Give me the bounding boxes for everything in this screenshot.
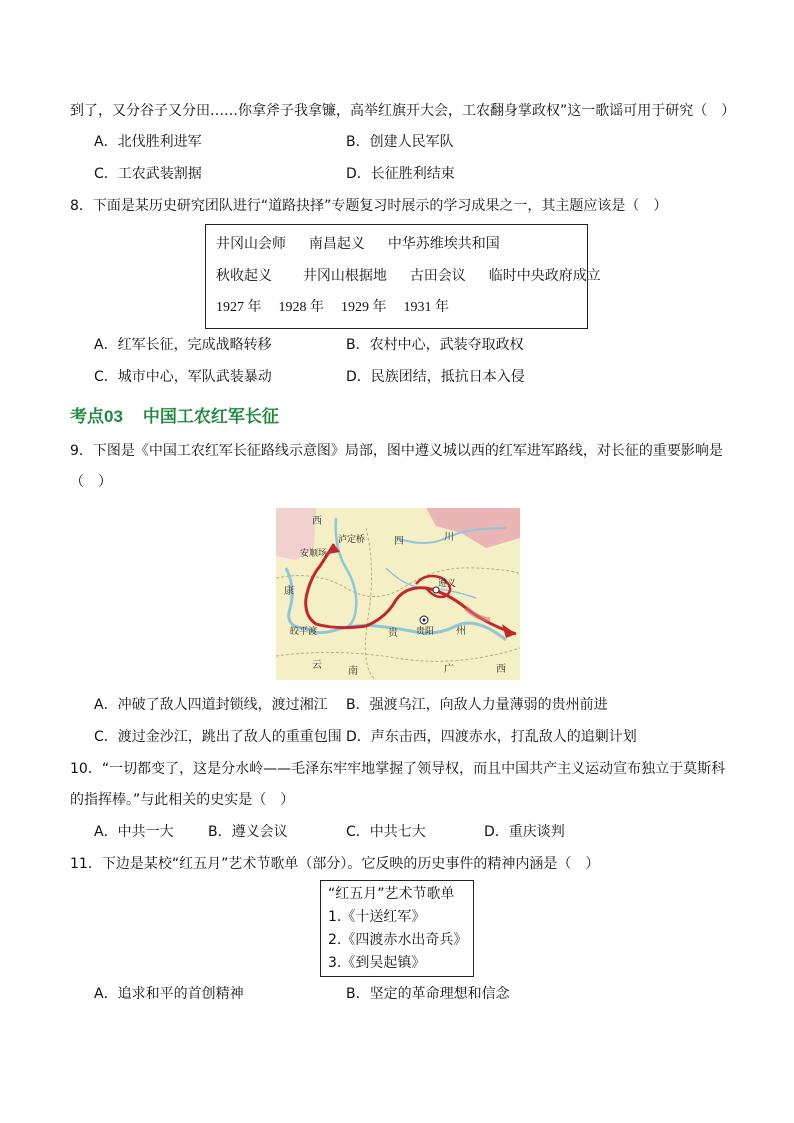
q8-box-year: 1929 年 — [341, 300, 387, 315]
map-city-marker — [423, 619, 426, 622]
q8-box-item: 临时中央政府成立 — [488, 268, 601, 284]
map-label: 西 — [312, 516, 322, 527]
q9-option-c: C．渡过金沙江，跳出了敌人的重重包围 — [94, 729, 342, 745]
map-label: 贵阳 — [416, 627, 435, 637]
q11-song-item: 1.《十送红军》 — [328, 909, 426, 925]
map-label: 康 — [284, 586, 294, 597]
q8-box-item: 古田会议 — [409, 268, 466, 284]
q8-stem: 8．下面是某历史研究团队进行“道路抉择”专题复习时展示的学习成果之一，其主题应该是（ ） — [70, 198, 668, 214]
q7-option-c: C．工农武装割据 — [94, 166, 202, 182]
section-title: 中国工农红军长征 — [142, 407, 279, 427]
q9-option-b: B．强渡乌江，向敌人力量薄弱的贵州前进 — [346, 697, 608, 713]
q11-option-b: B．坚定的革命理想和信念 — [346, 986, 510, 1002]
q8-option-c: C．城市中心，军队武装暴动 — [94, 369, 272, 385]
q11-option-a: A．追求和平的首创精神 — [94, 986, 244, 1002]
q10-stem-line-1: 10．“一切都变了，这是分水岭——毛泽东牢牢地掌握了领导权，而且中国共产主义运动宣布独立于莫斯科 — [70, 761, 726, 777]
q8-box-year: 1931 年 — [403, 300, 449, 315]
q11-stem: 11．下边是某校“红五月”艺术节歌单（部分）。它反映的历史事件的精神内涵是（ ） — [70, 856, 600, 872]
q8-option-d: D．民族团结，抵抗日本入侵 — [346, 369, 525, 385]
q10-stem-line-2: 的指挥棒。”与此相关的史实是（ ） — [70, 792, 295, 808]
q9-stem-line-2: （ ） — [70, 474, 112, 490]
q11-song-list-title: “红五月”艺术节歌单 — [328, 886, 455, 902]
q8-box-row-2 — [216, 266, 601, 286]
map-label: 安顺场 — [300, 549, 328, 559]
map-label: 南 — [348, 666, 358, 677]
map-label: 云 — [312, 660, 322, 671]
q11-song-item: 3.《到吴起镇》 — [328, 955, 426, 971]
section-heading — [70, 402, 279, 427]
q8-box-item: 中华苏维埃共和国 — [387, 236, 500, 252]
q8-source-box — [205, 224, 601, 329]
q8-option-b: B．农村中心，武装夺取政权 — [346, 337, 524, 353]
map-label: 西 — [496, 664, 506, 675]
q11-song-list-box — [320, 880, 474, 977]
map-label: 遵义 — [438, 579, 457, 589]
q8-box-item: 井冈山根据地 — [302, 268, 387, 284]
q8-box-item: 秋收起义 — [216, 268, 272, 284]
q7-option-a: A．北伐胜利进军 — [94, 134, 202, 150]
map-label: 广 — [444, 664, 454, 675]
q11-song-item: 2.《四渡赤水出奇兵》 — [328, 932, 468, 948]
map-label: 州 — [456, 626, 466, 637]
q9-stem-line-1: 9．下图是《中国工农红军长征路线示意图》局部，图中遵义城以西的红军进军路线，对长征的重要影响是 — [70, 443, 723, 459]
map-label: 四 — [394, 536, 404, 547]
q8-box-row-1 — [216, 234, 500, 254]
q10-option-c: C．中共七大 — [346, 824, 426, 840]
q10-option-b: B．遵义会议 — [208, 824, 288, 840]
map-label: 泸定桥 — [338, 535, 366, 545]
q8-box-row-3 — [216, 298, 449, 318]
q8-box-item: 南昌起义 — [308, 236, 365, 252]
map-label: 皎平渡 — [290, 627, 318, 637]
section-number: 03 — [104, 407, 123, 426]
long-march-route-map — [276, 508, 520, 680]
q7-option-b: B．创建人民军队 — [346, 134, 454, 150]
section-label: 考点 — [70, 407, 104, 427]
q9-option-a: A．冲破了敌人四道封锁线，渡过湘江 — [94, 697, 328, 713]
q7-option-d: D．长征胜利结束 — [346, 166, 455, 182]
q8-box-year: 1928 年 — [278, 300, 324, 315]
map-label: 贵 — [388, 628, 398, 639]
q9-option-d: D．声东击西，四渡赤水，打乱敌人的追剿计划 — [346, 729, 637, 745]
q8-box-item: 井冈山会师 — [216, 236, 286, 252]
q7-stem: 到了，又分谷子又分田……你拿斧子我拿镰，高举红旗开大会，工农翻身掌政权”这一歌谣可用于研究（ ） — [70, 103, 736, 119]
q10-option-d: D．重庆谈判 — [484, 824, 565, 840]
q8-box-year: 1927 年 — [216, 300, 262, 315]
map-label: 川 — [444, 532, 454, 543]
q8-option-a: A．红军长征，完成战略转移 — [94, 337, 272, 353]
q10-option-a: A．中共一大 — [94, 824, 174, 840]
